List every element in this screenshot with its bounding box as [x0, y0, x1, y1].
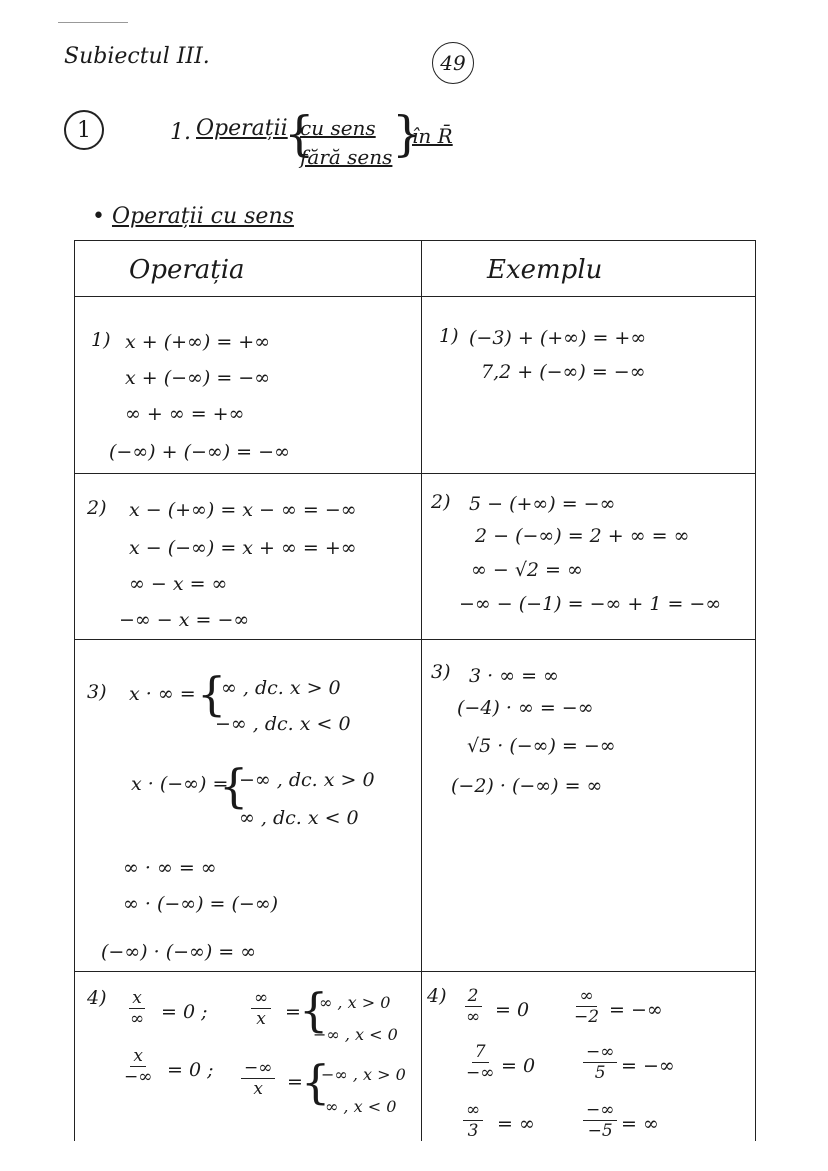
row4-example-result: = ∞ [497, 1113, 535, 1135]
row4-brace: { [301, 1055, 331, 1109]
numerator: ∞ [463, 1101, 483, 1121]
row1-index: 1) [91, 329, 111, 351]
row2-example-line: ∞ − √2 = ∞ [471, 559, 583, 581]
row4-equals: = [285, 1001, 301, 1023]
denominator: x [253, 1079, 263, 1099]
bullet-heading-text: Operații cu sens [111, 204, 294, 229]
row2-example-line: 5 − (+∞) = −∞ [469, 493, 616, 515]
row2-op-line: −∞ − x = −∞ [119, 609, 250, 631]
row3-op2-case-b: ∞ , dc. x < 0 [239, 807, 359, 829]
row3-op1-case-a: ∞ , dc. x > 0 [221, 677, 341, 699]
row4-fraction [251, 989, 271, 1028]
column-header-example: Exemplu [487, 255, 603, 285]
row4-case-a: −∞ , x > 0 [321, 1065, 406, 1084]
row3-op2-left: x · (−∞) = [131, 773, 229, 795]
row2-example-line: 2 − (−∞) = 2 + ∞ = ∞ [475, 525, 690, 547]
row4-case-a: ∞ , x > 0 [319, 993, 391, 1012]
title-with-sense: cu sens [300, 116, 376, 140]
numerator: −∞ [583, 1101, 617, 1121]
row3-example-line: √5 · (−∞) = −∞ [467, 735, 616, 757]
row4-example-result: = ∞ [621, 1113, 659, 1135]
row3-op1-case-b: −∞ , dc. x < 0 [215, 713, 351, 735]
row4-fraction [127, 989, 147, 1028]
row2-example-index: 2) [431, 491, 451, 513]
row4-equals: = [287, 1071, 303, 1093]
row4-example-index: 4) [427, 985, 447, 1007]
numerator: ∞ [576, 987, 596, 1007]
row3-op-line: (−∞) · (−∞) = ∞ [101, 941, 257, 963]
row4-example-fraction [463, 1101, 483, 1140]
row3-op-line: ∞ · (−∞) = (−∞) [123, 893, 279, 915]
denominator: −∞ [466, 1063, 495, 1083]
denominator: −2 [574, 1007, 600, 1027]
row4-fraction [121, 1047, 155, 1086]
row1-example-line: 7,2 + (−∞) = −∞ [481, 361, 646, 383]
row1-example-index: 1) [439, 325, 459, 347]
row1-op-line: (−∞) + (−∞) = −∞ [109, 441, 290, 463]
row4-case-b: ∞ , x < 0 [325, 1097, 397, 1116]
column-divider [421, 241, 422, 1141]
row2-example-line: −∞ − (−1) = −∞ + 1 = −∞ [459, 593, 722, 615]
row3-index: 3) [87, 681, 107, 703]
title-left-brace: { [284, 106, 315, 162]
column-header-operation: Operația [129, 255, 245, 285]
row4-example-fraction [463, 987, 483, 1026]
row2-op-line: ∞ − x = ∞ [129, 573, 228, 595]
denominator: 5 [594, 1063, 606, 1083]
title-without-sense: fără sens [300, 145, 393, 169]
denominator: −5 [587, 1121, 613, 1141]
denominator: x [256, 1009, 266, 1029]
row2-index: 2) [87, 497, 107, 519]
row3-op-line: ∞ · ∞ = ∞ [123, 857, 217, 879]
row3-op1-left: x · ∞ = [129, 683, 196, 705]
row-divider-1 [75, 473, 755, 474]
row4-result: = 0 ; [167, 1059, 214, 1081]
row1-op-line: x + (+∞) = +∞ [125, 331, 271, 353]
row3-op1-brace: { [197, 667, 227, 721]
denominator: ∞ [130, 1009, 145, 1029]
row3-op2-brace: { [219, 759, 249, 813]
row4-example-result: = 0 [501, 1055, 536, 1077]
numerator: 2 [465, 987, 482, 1007]
row4-example-result: = 0 [495, 999, 530, 1021]
top-divider [58, 22, 128, 23]
numerator: −∞ [583, 1043, 617, 1063]
numerator: x [130, 1047, 146, 1067]
denominator: 3 [467, 1121, 479, 1141]
row4-case-b: −∞ , x < 0 [313, 1025, 398, 1044]
row4-brace: { [299, 983, 329, 1037]
denominator: ∞ [466, 1007, 481, 1027]
row4-example-result: = −∞ [621, 1055, 675, 1077]
numerator: 7 [472, 1043, 489, 1063]
title-operations: Operații [196, 116, 288, 141]
title-in-set: în R̄ [412, 124, 453, 148]
subject-heading: Subiectul III. [64, 44, 210, 69]
row3-example-line: (−4) · ∞ = −∞ [457, 697, 594, 719]
row4-example-fraction [583, 1101, 617, 1140]
row4-index: 4) [87, 987, 107, 1009]
numerator: x [129, 989, 145, 1009]
header-divider [75, 296, 755, 297]
numerator: −∞ [241, 1059, 275, 1079]
row1-op-line: x + (−∞) = −∞ [125, 367, 271, 389]
row1-example-line: (−3) + (+∞) = +∞ [469, 327, 647, 349]
title-number: 1. [170, 120, 191, 145]
row4-example-fraction [463, 1043, 497, 1082]
row2-op-line: x − (−∞) = x + ∞ = +∞ [129, 537, 357, 559]
row4-example-fraction [583, 1043, 617, 1082]
bullet-heading: • Operații cu sens [92, 204, 294, 229]
operations-table [74, 240, 756, 1141]
row3-example-line: (−2) · (−∞) = ∞ [451, 775, 603, 797]
row3-example-line: 3 · ∞ = ∞ [469, 665, 559, 687]
row3-example-index: 3) [431, 661, 451, 683]
row4-example-result: = −∞ [609, 999, 663, 1021]
page-number: 49 [432, 42, 474, 84]
row1-op-line: ∞ + ∞ = +∞ [125, 403, 245, 425]
row3-op2-case-a: −∞ , dc. x > 0 [239, 769, 375, 791]
title-right-brace: } [392, 106, 423, 162]
denominator: −∞ [124, 1067, 153, 1087]
row2-op-line: x − (+∞) = x − ∞ = −∞ [129, 499, 357, 521]
row4-result: = 0 ; [161, 1001, 208, 1023]
numerator: ∞ [251, 989, 271, 1009]
row4-fraction [241, 1059, 275, 1098]
row4-example-fraction [571, 987, 602, 1026]
row-divider-3 [75, 971, 755, 972]
row-divider-2 [75, 639, 755, 640]
section-number: 1 [64, 110, 104, 150]
